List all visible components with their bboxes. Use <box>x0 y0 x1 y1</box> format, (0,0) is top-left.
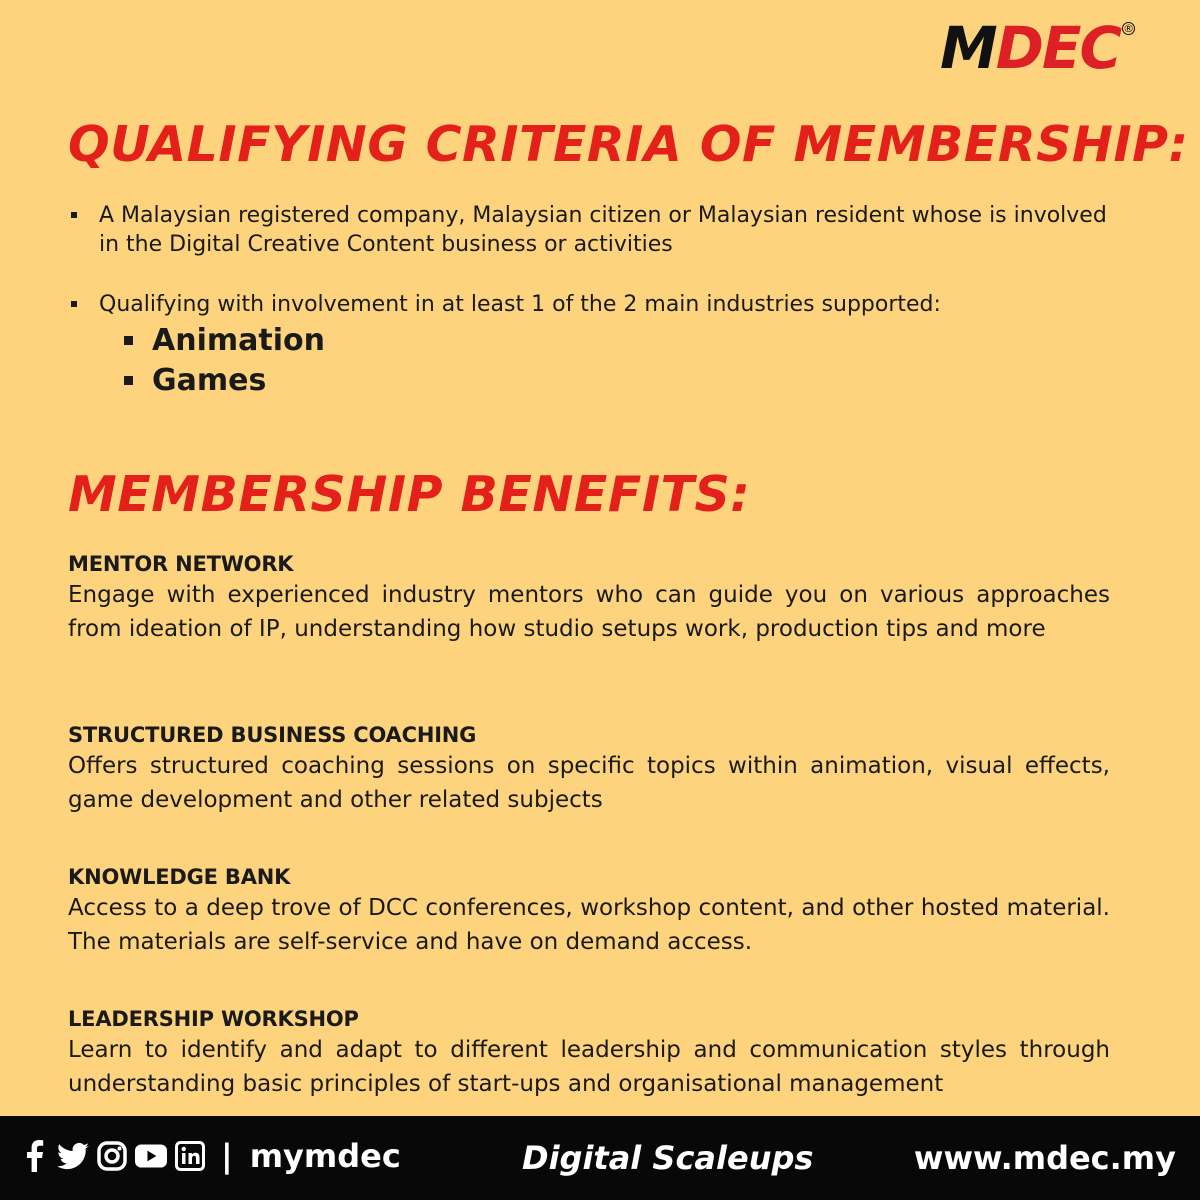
benefits-heading: MEMBERSHIP BENEFITS: <box>68 466 751 523</box>
benefit-knowledge-bank <box>68 863 1110 959</box>
industry-item-games: Games <box>68 361 1118 401</box>
footer-separator: | <box>221 1137 233 1175</box>
bullet-icon <box>124 376 133 385</box>
instagram-icon[interactable] <box>96 1140 128 1172</box>
bullet-icon <box>71 212 77 218</box>
criteria-list-2 <box>68 290 1118 319</box>
benefit-mentor-network <box>68 550 1110 646</box>
industry-list <box>68 321 1118 401</box>
social-handle[interactable]: mymdec <box>249 1137 401 1175</box>
website-link[interactable]: www.mdec.my <box>913 1139 1176 1177</box>
facebook-icon[interactable] <box>18 1140 50 1172</box>
benefit-leadership-workshop <box>68 1005 1110 1101</box>
bullet-icon <box>124 336 133 345</box>
benefit-description: Engage with experienced industry mentors who can guide you on various approaches from ideation of IP, understanding how studio setups work, production tips and more <box>68 582 1110 642</box>
youtube-icon[interactable] <box>135 1140 167 1172</box>
benefit-title: STRUCTURED BUSINESS COACHING <box>68 723 477 747</box>
benefit-description: Access to a deep trove of DCC conferences, workshop content, and other hosted material. The materials are self-service and have on demand access. <box>68 895 1110 955</box>
benefit-title: MENTOR NETWORK <box>68 552 294 576</box>
footer-bar <box>0 1116 1200 1200</box>
benefit-description: Learn to identify and adapt to different leadership and communication styles through understanding basic principles of start-ups and organisational management <box>68 1037 1110 1097</box>
criteria-item: Qualifying with involvement in at least 1 of the 2 main industries supported: <box>68 290 1118 319</box>
criteria-item: A Malaysian registered company, Malaysian citizen or Malaysian resident whose is involved in the Digital Creative Content business or activities <box>68 201 1118 259</box>
industry-item-animation: Animation <box>68 321 1118 361</box>
social-links <box>18 1137 401 1175</box>
twitter-icon[interactable] <box>57 1140 89 1172</box>
criteria-heading: QUALIFYING CRITERIA OF MEMBERSHIP: <box>68 116 1189 173</box>
mdec-logo <box>940 14 1135 82</box>
registered-mark: ® <box>1123 22 1135 35</box>
linkedin-icon[interactable] <box>174 1140 206 1172</box>
benefit-title: LEADERSHIP WORKSHOP <box>68 1007 359 1031</box>
benefit-business-coaching <box>68 721 1110 817</box>
bullet-icon <box>71 301 77 307</box>
benefit-description: Offers structured coaching sessions on specific topics within animation, visual effects, game development and other related subjects <box>68 753 1110 813</box>
benefit-title: KNOWLEDGE BANK <box>68 865 291 889</box>
campaign-name: Digital Scaleups <box>522 1139 814 1177</box>
criteria-list <box>68 201 1118 259</box>
logo-text: MDEC <box>940 14 1121 82</box>
